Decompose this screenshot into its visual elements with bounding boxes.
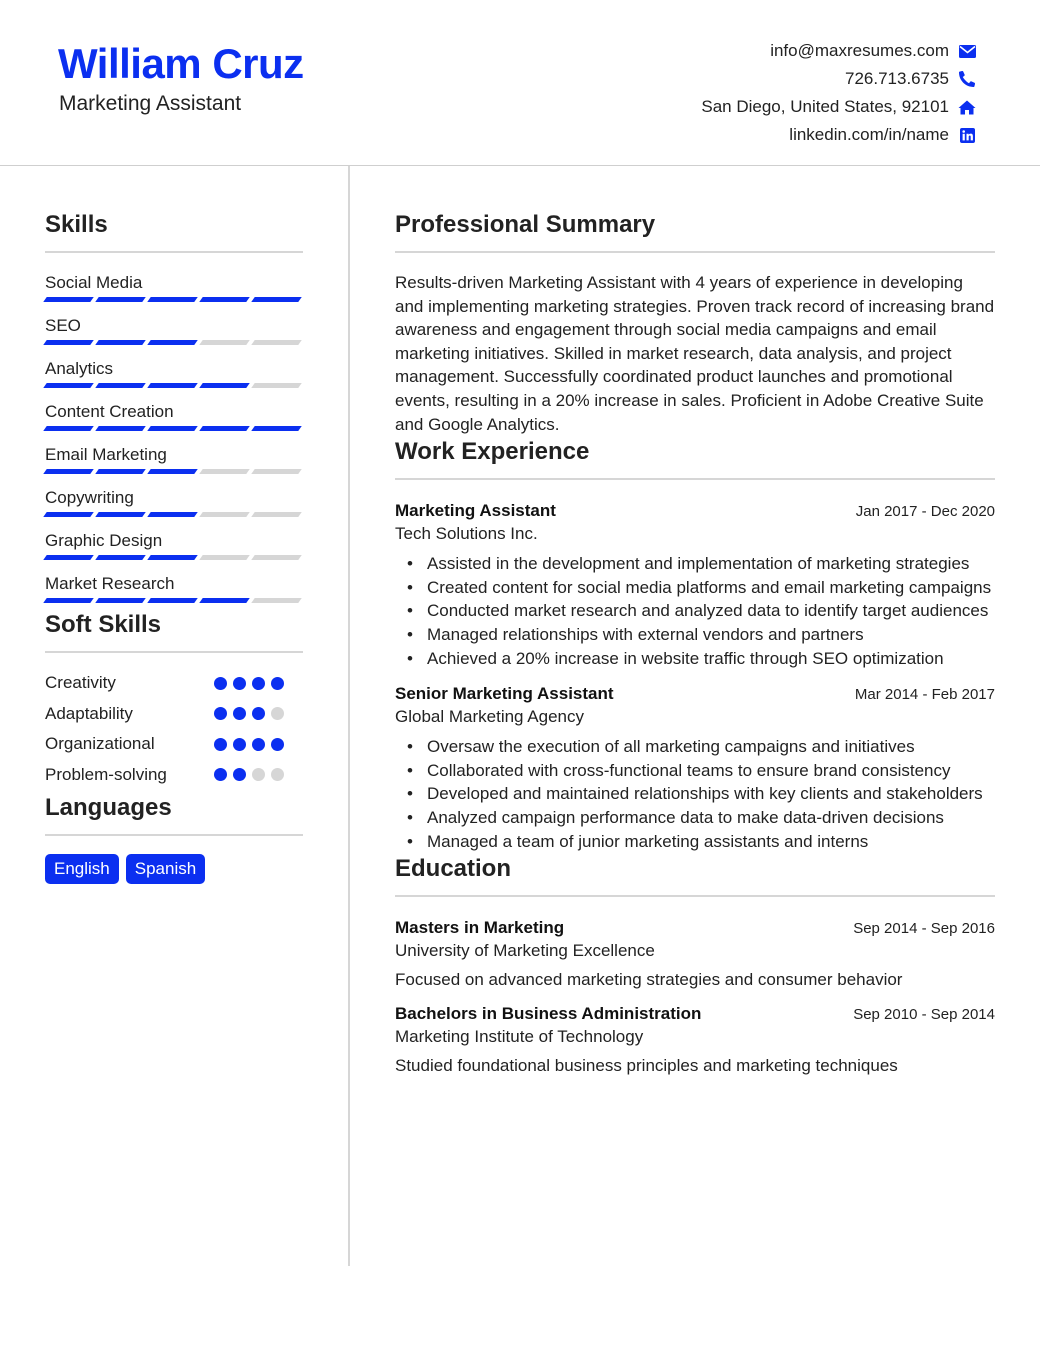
rating-dot: [271, 677, 284, 690]
job-bullet: • Achieved a 20% increase in website traffic through SEO optimization: [427, 647, 995, 671]
skill-item: [45, 399, 303, 432]
experience-entry-header: [395, 501, 995, 521]
language-badge: English: [45, 854, 119, 884]
skill-rating-segment: [95, 512, 146, 517]
skill-item: [45, 356, 303, 389]
section-rule: [45, 651, 303, 653]
section-rule: [395, 251, 995, 253]
soft-skill-rating: [214, 707, 284, 720]
education-entry-header: [395, 1004, 995, 1024]
soft-skill-name: Creativity: [45, 673, 116, 693]
rating-dot: [214, 738, 227, 751]
skill-rating-segment: [43, 297, 94, 302]
soft-skill-rating: [214, 738, 284, 751]
skill-rating-segment: [251, 598, 302, 603]
summary-heading: Professional Summary: [395, 211, 656, 238]
skill-rating: [45, 598, 303, 604]
contact-phone[interactable]: [556, 65, 976, 93]
rating-dot: [214, 707, 227, 720]
skill-rating: [45, 383, 303, 389]
languages-list: [45, 854, 303, 884]
skill-rating-segment: [43, 469, 94, 474]
left-column: [45, 166, 303, 884]
skill-rating-segment: [251, 340, 302, 345]
skill-rating-segment: [251, 426, 302, 431]
skill-rating-segment: [251, 512, 302, 517]
envelope-icon: [958, 42, 976, 60]
skill-rating-segment: [199, 598, 250, 603]
experience-heading: Work Experience: [395, 438, 590, 466]
rating-dot: [214, 768, 227, 781]
skills-list: [45, 270, 303, 604]
skill-rating-segment: [147, 555, 198, 560]
experience-entry: [395, 684, 995, 853]
skill-name: Graphic Design: [45, 531, 163, 550]
education-entry: [395, 918, 995, 990]
skill-rating-segment: [95, 469, 146, 474]
skill-rating-segment: [43, 383, 94, 388]
soft-skill-name: Adaptability: [45, 703, 133, 723]
degree-name: Bachelors in Business Administration: [395, 1004, 702, 1024]
summary-text: Results-driven Marketing Assistant with 4 years of experience in developing and implementing marketing strategies. Proven track record of increasing brand awareness and engagement through social media campaigns and email marketing initiatives. Skilled in market research, data analysis, and project management. Successfully coordinated product launches and promotional events, resulting in a 20% increase in sales. Proficient in Adobe Creative Suite and Google Analytics.: [395, 273, 995, 434]
linkedin-icon: [958, 126, 976, 144]
rating-dot: [252, 768, 265, 781]
rating-dot: [252, 707, 265, 720]
skill-rating-segment: [43, 598, 94, 603]
skill-rating: [45, 469, 303, 475]
skill-rating-segment: [147, 512, 198, 517]
section-rule: [395, 478, 995, 480]
contact-list: [556, 37, 976, 149]
language-badge: Spanish: [126, 854, 205, 884]
job-bullet: • Developed and maintained relationships with key clients and stakeholders: [427, 782, 995, 806]
skill-rating-segment: [95, 340, 146, 345]
education-description: Focused on advanced marketing strategies and consumer behavior: [395, 970, 903, 990]
job-bullet: • Managed relationships with external vendors and partners: [427, 623, 995, 647]
rating-dot: [271, 738, 284, 751]
soft-skills-list: [45, 668, 303, 790]
skill-name: Social Media: [45, 273, 143, 292]
skill-name: Copywriting: [45, 488, 134, 507]
skill-item: [45, 571, 303, 604]
contact-linkedin[interactable]: [556, 121, 976, 149]
section-rule: [45, 251, 303, 253]
contact-phone-text[interactable]: 726.713.6735: [845, 69, 949, 88]
job-dates: Mar 2014 - Feb 2017: [854, 686, 995, 704]
skill-item: [45, 313, 303, 346]
skill-rating-segment: [251, 555, 302, 560]
soft-skills-heading: Soft Skills: [45, 611, 162, 638]
contact-email[interactable]: [556, 37, 976, 65]
job-role: Senior Marketing Assistant: [395, 684, 614, 704]
skill-rating-segment: [147, 426, 198, 431]
skill-item: [45, 442, 303, 475]
education-heading: Education: [395, 855, 512, 883]
skill-rating-segment: [43, 340, 94, 345]
skill-rating-segment: [199, 426, 250, 431]
job-company: Global Marketing Agency: [395, 707, 584, 727]
skill-name: Email Marketing: [45, 445, 167, 464]
job-bullets: [395, 552, 995, 670]
skill-rating-segment: [199, 512, 250, 517]
skill-rating-segment: [43, 512, 94, 517]
rating-dot: [233, 677, 246, 690]
experience-entry: [395, 501, 995, 670]
skill-rating-segment: [147, 383, 198, 388]
soft-skill-rating: [214, 677, 284, 690]
soft-skill-rating: [214, 768, 284, 781]
skill-rating-segment: [147, 469, 198, 474]
skill-rating-segment: [251, 383, 302, 388]
education-dates: Sep 2010 - Sep 2014: [853, 1006, 995, 1024]
experience-list: [395, 501, 995, 853]
right-column: [395, 166, 995, 1076]
skill-name: Content Creation: [45, 402, 174, 421]
skill-rating-segment: [199, 383, 250, 388]
contact-email-text[interactable]: info@maxresumes.com: [770, 41, 949, 60]
job-bullet: • Conducted market research and analyzed data to identify target audiences: [427, 599, 995, 623]
rating-dot: [252, 738, 265, 751]
skill-rating-segment: [251, 469, 302, 474]
rating-dot: [214, 677, 227, 690]
skill-rating-segment: [199, 340, 250, 345]
contact-address-text: San Diego, United States, 92101: [701, 97, 949, 116]
soft-skill-name: Organizational: [45, 734, 155, 754]
skill-rating-segment: [199, 555, 250, 560]
skill-rating: [45, 512, 303, 518]
home-icon: [958, 98, 976, 116]
job-bullet: • Collaborated with cross-functional teams to ensure brand consistency: [427, 759, 995, 783]
rating-dot: [233, 768, 246, 781]
section-rule: [45, 834, 303, 836]
job-bullet: • Assisted in the development and implementation of marketing strategies: [427, 552, 995, 576]
job-role: Marketing Assistant: [395, 501, 556, 521]
job-company: Tech Solutions Inc.: [395, 524, 538, 544]
skill-rating-segment: [43, 426, 94, 431]
skills-heading: Skills: [45, 211, 108, 238]
job-bullet: • Created content for social media platforms and email marketing campaigns: [427, 576, 995, 600]
school-name: University of Marketing Excellence: [395, 941, 655, 961]
education-list: [395, 918, 995, 1076]
experience-entry-header: [395, 684, 995, 704]
school-name: Marketing Institute of Technology: [395, 1027, 644, 1047]
candidate-name: William Cruz: [58, 40, 304, 87]
skill-rating-segment: [251, 297, 302, 302]
skill-rating: [45, 297, 303, 303]
skill-rating-segment: [95, 383, 146, 388]
skill-rating: [45, 555, 303, 561]
job-dates: Jan 2017 - Dec 2020: [855, 503, 995, 521]
job-bullet: • Analyzed campaign performance data to make data-driven decisions: [427, 806, 995, 830]
education-entry-header: [395, 918, 995, 938]
contact-linkedin-text[interactable]: linkedin.com/in/name: [789, 125, 949, 144]
job-bullet: • Managed a team of junior marketing assistants and interns: [427, 830, 995, 854]
soft-skill-item: [45, 699, 303, 730]
phone-icon: [958, 70, 976, 88]
skill-rating-segment: [95, 598, 146, 603]
skill-rating-segment: [95, 297, 146, 302]
resume-header: [0, 0, 1040, 166]
job-bullets: [395, 735, 995, 853]
education-description: Studied foundational business principles and marketing techniques: [395, 1056, 898, 1076]
skill-name: Analytics: [45, 359, 114, 378]
skill-name: Market Research: [45, 574, 175, 593]
rating-dot: [233, 707, 246, 720]
job-bullet: • Oversaw the execution of all marketing campaigns and initiatives: [427, 735, 995, 759]
skill-rating-segment: [147, 340, 198, 345]
column-divider: [348, 166, 350, 1266]
skill-rating-segment: [95, 555, 146, 560]
rating-dot: [233, 738, 246, 751]
skill-rating-segment: [199, 297, 250, 302]
skill-item: [45, 270, 303, 303]
education-dates: Sep 2014 - Sep 2016: [853, 920, 995, 938]
skill-rating-segment: [199, 469, 250, 474]
skill-item: [45, 485, 303, 518]
skill-rating-segment: [147, 598, 198, 603]
skill-rating: [45, 340, 303, 346]
languages-heading: Languages: [45, 794, 172, 821]
rating-dot: [271, 707, 284, 720]
skill-rating-segment: [43, 555, 94, 560]
skill-name: SEO: [45, 316, 81, 335]
education-entry: [395, 1004, 995, 1076]
soft-skill-item: [45, 668, 303, 699]
candidate-title: Marketing Assistant: [59, 92, 242, 115]
soft-skill-item: [45, 729, 303, 760]
degree-name: Masters in Marketing: [395, 918, 565, 938]
skill-rating-segment: [147, 297, 198, 302]
soft-skill-name: Problem-solving: [45, 764, 167, 784]
skill-rating: [45, 426, 303, 432]
skill-rating-segment: [95, 426, 146, 431]
soft-skill-item: [45, 760, 303, 791]
rating-dot: [271, 768, 284, 781]
rating-dot: [252, 677, 265, 690]
contact-address: [556, 93, 976, 121]
skill-item: [45, 528, 303, 561]
section-rule: [395, 895, 995, 897]
